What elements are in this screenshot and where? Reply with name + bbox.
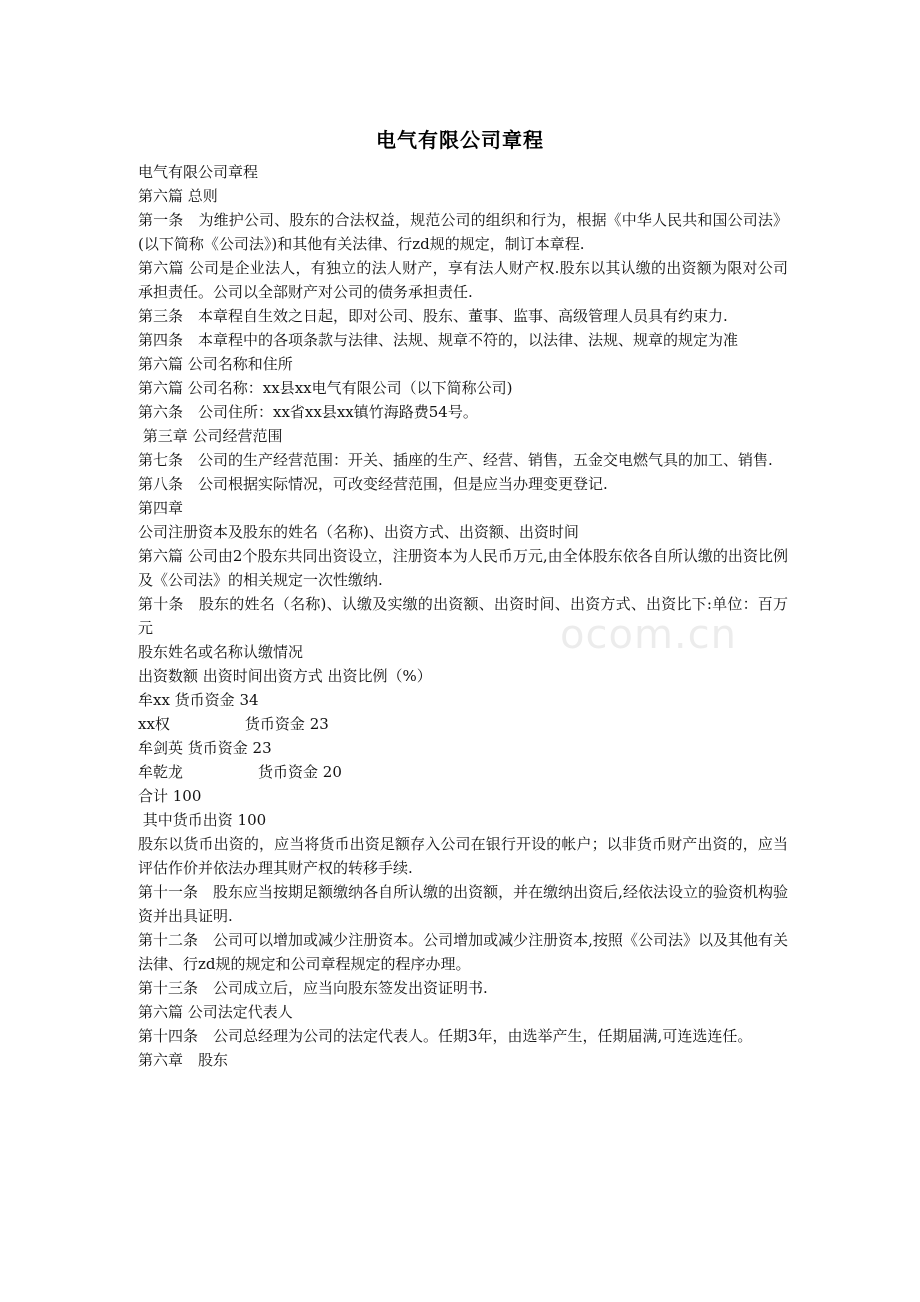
- table-row: 牟乾龙 货币资金 20: [138, 763, 342, 781]
- paragraph: 第六篇 公司由2个股东共同出资设立，注册资本为人民币万元,由全体股东依各自所认缴的出资比例及《公司法》的相关规定一次性缴纳.: [138, 547, 788, 589]
- paragraph: 公司注册资本及股东的姓名（名称)、出资方式、出资额、出资时间: [138, 523, 579, 541]
- paragraph: 第六篇 总则: [138, 187, 218, 205]
- table-row: 牟xx 货币资金 34: [138, 691, 259, 709]
- table-row: 其中货币出资 100: [138, 811, 267, 829]
- paragraph: 第十二条 公司可以增加或减少注册资本。公司增加或减少注册资本,按照《公司法》以及其他有关法律、行zd规的规定和公司章程规定的程序办理。: [138, 931, 788, 973]
- paragraph: 第六章 股东: [138, 1051, 229, 1069]
- paragraph: 第四条 本章程中的各项条款与法律、法规、规章不符的，以法律、法规、规章的规定为准: [138, 331, 739, 349]
- paragraph: 第十一条 股东应当按期足额缴纳各自所认缴的出资额，并在缴纳出资后,经依法设立的验资机构验资并出具证明.: [138, 883, 788, 925]
- paragraph: 股东以货币出资的，应当将货币出资足额存入公司在银行开设的帐户；以非货币财产出资的，应当评估作价并依法办理其财产权的转移手续.: [138, 835, 788, 877]
- paragraph: 第十条 股东的姓名（名称)、认缴及实缴的出资额、出资时间、出资方式、出资比下:单位：百万元: [138, 595, 788, 637]
- paragraph: 第六条 公司住所：xx省xx县xx镇竹海路费54号。: [138, 403, 478, 421]
- watermark: ocom.cn: [560, 612, 737, 658]
- paragraph: 第六篇 公司名称和住所: [138, 355, 293, 373]
- paragraph: 股东姓名或名称认缴情况: [138, 643, 304, 661]
- paragraph: 第十三条 公司成立后，应当向股东签发出资证明书.: [138, 979, 488, 997]
- paragraph: 第三章 公司经营范围: [138, 427, 283, 445]
- paragraph: 第一条 为维护公司、股东的合法权益，规范公司的组织和行为，根据《中华人民共和国公司法》(以下简称《公司法》)和其他有关法律、行zd规的规定，制订本章程.: [138, 211, 788, 253]
- paragraph: 第十四条 公司总经理为公司的法定代表人。任期3年，由选举产生，任期届满,可连选连任。: [138, 1027, 753, 1045]
- paragraph: 第八条 公司根据实际情况，可改变经营范围，但是应当办理变更登记.: [138, 475, 608, 493]
- paragraph: 第六篇 公司法定代表人: [138, 1003, 293, 1021]
- table-row: 牟剑英 货币资金 23: [138, 739, 272, 757]
- paragraph: 第七条 公司的生产经营范围：开关、插座的生产、经营、销售，五金交电燃气具的加工、销售.: [138, 451, 773, 469]
- paragraph: 第六篇 公司是企业法人，有独立的法人财产，享有法人财产权.股东以其认缴的出资额为限对公司承担责任。公司以全部财产对公司的债务承担责任.: [138, 259, 788, 301]
- document-title: 电气有限公司章程: [376, 128, 544, 152]
- paragraph: 第三条 本章程自生效之日起，即对公司、股东、董事、监事、高级管理人员具有约束力.: [138, 307, 728, 325]
- paragraph: 电气有限公司章程: [138, 163, 259, 181]
- table-row: xx权 货币资金 23: [138, 715, 329, 733]
- table-row: 合计 100: [138, 787, 202, 805]
- paragraph: 出资数额 出资时间出资方式 出资比例（%）: [138, 667, 432, 685]
- paragraph: 第六篇 公司名称：xx县xx电气有限公司（以下简称公司): [138, 379, 513, 397]
- paragraph: 第四章: [138, 499, 184, 517]
